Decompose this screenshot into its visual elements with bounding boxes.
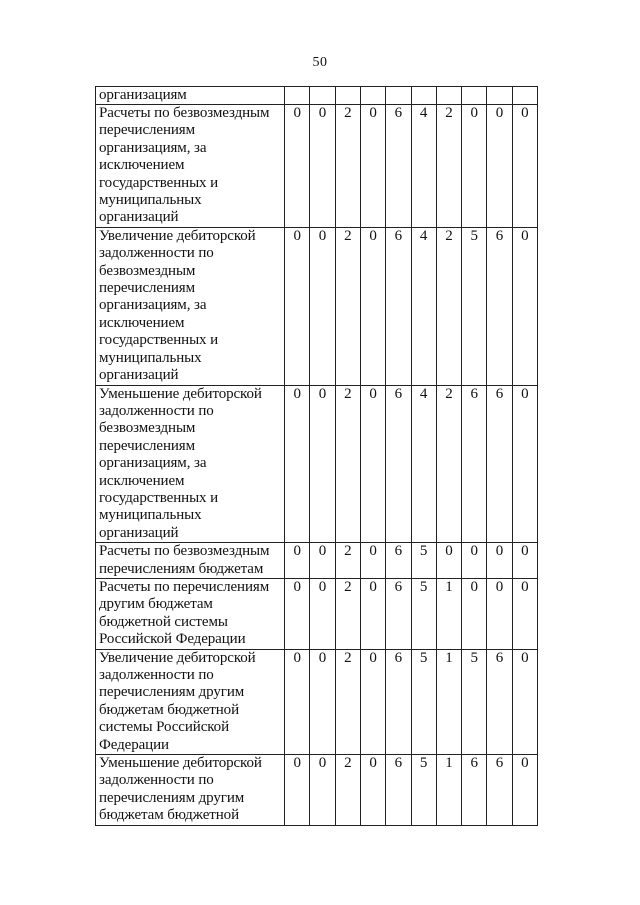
code-digit: 6 bbox=[386, 385, 411, 543]
code-digit: 0 bbox=[360, 105, 385, 228]
account-codes-table bbox=[95, 86, 538, 826]
code-digit: 5 bbox=[462, 227, 487, 385]
table-row bbox=[96, 649, 538, 754]
table-row bbox=[96, 578, 538, 649]
code-digit: 0 bbox=[512, 385, 537, 543]
code-digit bbox=[487, 87, 512, 105]
code-digit: 2 bbox=[436, 105, 461, 228]
code-digit: 6 bbox=[386, 105, 411, 228]
code-digit: 5 bbox=[411, 543, 436, 579]
code-digit: 0 bbox=[310, 543, 335, 579]
code-digit bbox=[512, 87, 537, 105]
code-digit: 0 bbox=[487, 578, 512, 649]
code-digit bbox=[411, 87, 436, 105]
account-label: Уменьшение дебиторской задолженности по перечислениям другим бюджетам бюджетной bbox=[96, 755, 285, 826]
code-digit: 0 bbox=[487, 543, 512, 579]
code-digit bbox=[360, 87, 385, 105]
code-digit: 4 bbox=[411, 227, 436, 385]
page-number: 50 bbox=[312, 55, 328, 70]
table-row bbox=[96, 227, 538, 385]
code-digit: 0 bbox=[285, 385, 310, 543]
code-digit: 6 bbox=[462, 385, 487, 543]
account-label: Уменьшение дебиторской задолженности по безвозмездным перечислениям организациям, за исключением государственных и муниципальных организаций bbox=[96, 385, 285, 543]
code-digit: 0 bbox=[512, 543, 537, 579]
code-digit: 0 bbox=[436, 543, 461, 579]
code-digit bbox=[310, 87, 335, 105]
code-digit: 0 bbox=[285, 755, 310, 826]
code-digit: 0 bbox=[310, 649, 335, 754]
account-label: Увеличение дебиторской задолженности по перечислениям другим бюджетам бюджетной системы Российской Федерации bbox=[96, 649, 285, 754]
code-digit bbox=[386, 87, 411, 105]
code-digit: 0 bbox=[360, 755, 385, 826]
code-digit: 0 bbox=[285, 227, 310, 385]
code-digit: 0 bbox=[512, 649, 537, 754]
code-digit: 6 bbox=[487, 649, 512, 754]
code-digit bbox=[436, 87, 461, 105]
code-digit: 4 bbox=[411, 105, 436, 228]
code-digit: 2 bbox=[335, 227, 360, 385]
table-row bbox=[96, 105, 538, 228]
code-digit: 0 bbox=[360, 385, 385, 543]
code-digit: 6 bbox=[386, 227, 411, 385]
code-digit: 6 bbox=[386, 649, 411, 754]
code-digit: 0 bbox=[310, 105, 335, 228]
code-digit: 2 bbox=[335, 578, 360, 649]
code-digit: 2 bbox=[436, 385, 461, 543]
code-digit: 6 bbox=[386, 578, 411, 649]
code-digit: 2 bbox=[335, 105, 360, 228]
code-digit: 0 bbox=[310, 227, 335, 385]
account-label: Увеличение дебиторской задолженности по безвозмездным перечислениям организациям, за исключением государственных и муниципальных организаций bbox=[96, 227, 285, 385]
code-digit: 4 bbox=[411, 385, 436, 543]
code-digit: 6 bbox=[462, 755, 487, 826]
code-digit: 5 bbox=[411, 755, 436, 826]
code-digit bbox=[335, 87, 360, 105]
code-digit: 0 bbox=[487, 105, 512, 228]
account-label: Расчеты по безвозмездным перечислениям организациям, за исключением государственных и муниципальных организаций bbox=[96, 105, 285, 228]
account-codes-body bbox=[96, 87, 538, 826]
code-digit: 2 bbox=[335, 755, 360, 826]
account-label: организациям bbox=[96, 87, 285, 105]
code-digit: 0 bbox=[462, 578, 487, 649]
code-digit: 6 bbox=[487, 755, 512, 826]
code-digit: 0 bbox=[285, 578, 310, 649]
table-row bbox=[96, 543, 538, 579]
code-digit: 0 bbox=[512, 755, 537, 826]
table-row bbox=[96, 755, 538, 826]
code-digit: 2 bbox=[335, 543, 360, 579]
code-digit: 0 bbox=[360, 227, 385, 385]
code-digit: 0 bbox=[360, 578, 385, 649]
code-digit: 0 bbox=[310, 385, 335, 543]
code-digit: 5 bbox=[411, 649, 436, 754]
code-digit: 6 bbox=[386, 755, 411, 826]
code-digit: 6 bbox=[386, 543, 411, 579]
code-digit: 2 bbox=[335, 385, 360, 543]
code-digit: 6 bbox=[487, 385, 512, 543]
code-digit: 0 bbox=[285, 543, 310, 579]
table-row bbox=[96, 385, 538, 543]
code-digit: 0 bbox=[512, 105, 537, 228]
code-digit: 1 bbox=[436, 578, 461, 649]
code-digit: 1 bbox=[436, 649, 461, 754]
code-digit: 1 bbox=[436, 755, 461, 826]
code-digit: 5 bbox=[411, 578, 436, 649]
code-digit: 0 bbox=[512, 227, 537, 385]
account-label: Расчеты по перечислениям другим бюджетам бюджетной системы Российской Федерации bbox=[96, 578, 285, 649]
code-digit: 5 bbox=[462, 649, 487, 754]
code-digit: 2 bbox=[335, 649, 360, 754]
code-digit: 2 bbox=[436, 227, 461, 385]
code-digit bbox=[285, 87, 310, 105]
code-digit: 0 bbox=[285, 649, 310, 754]
code-digit: 0 bbox=[285, 105, 310, 228]
code-digit: 0 bbox=[360, 543, 385, 579]
table-row bbox=[96, 87, 538, 105]
account-label: Расчеты по безвозмездным перечислениям бюджетам bbox=[96, 543, 285, 579]
code-digit: 0 bbox=[462, 543, 487, 579]
code-digit: 0 bbox=[310, 578, 335, 649]
code-digit: 0 bbox=[360, 649, 385, 754]
code-digit: 0 bbox=[512, 578, 537, 649]
code-digit: 0 bbox=[310, 755, 335, 826]
code-digit: 6 bbox=[487, 227, 512, 385]
code-digit: 0 bbox=[462, 105, 487, 228]
code-digit bbox=[462, 87, 487, 105]
